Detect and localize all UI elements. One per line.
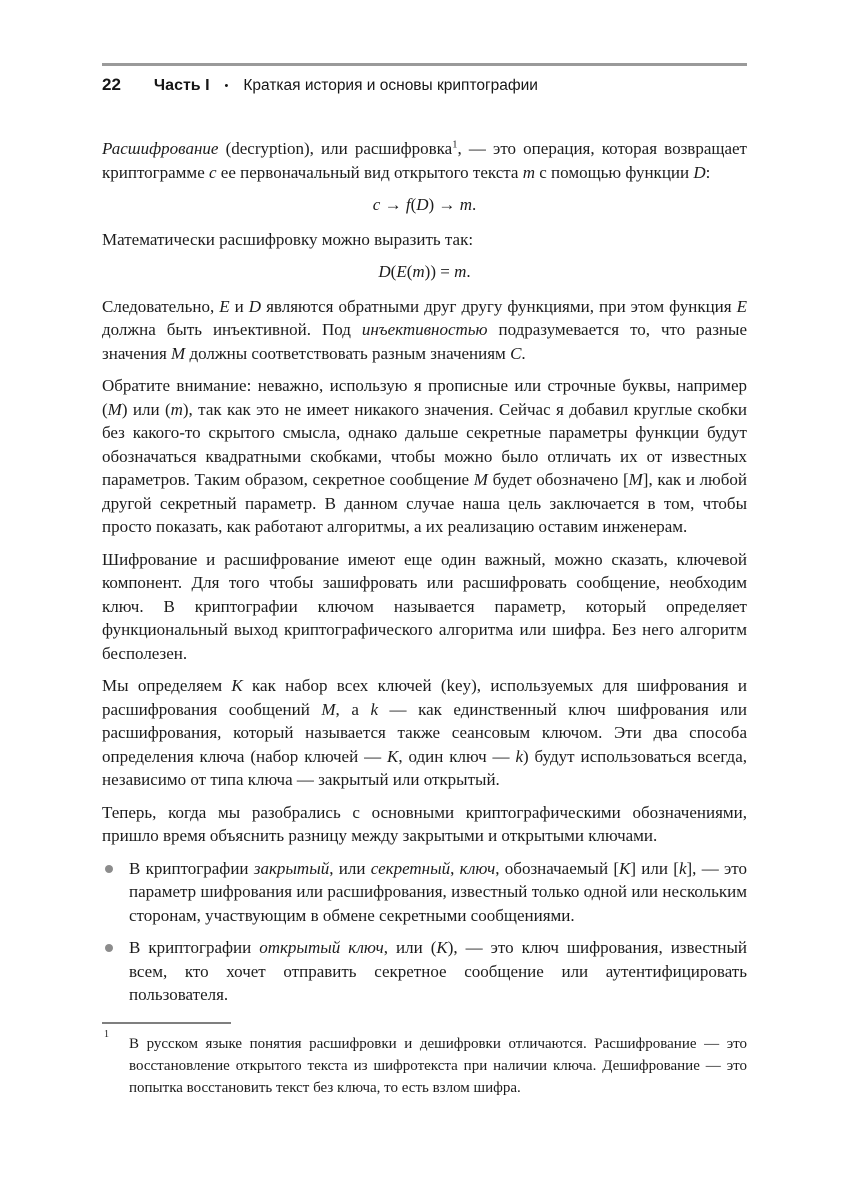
footnote-text: В русском языке понятия расшифровки и дешифровки отличаются. Расшифрование — это восстановление открытого текста из шифротекста при наличии ключа. Дешифрование — это попытка восстановить текст без ключа, то есть взлом шифра. (129, 1035, 747, 1096)
paragraph-bracket-notation: Обратите внимание: неважно, использую я прописные или строчные буквы, например (M) или (m), так как это не имеет никакого значения. Сейчас я добавил круглые скобки без какого-то скрытого смысла, однако дальше секретные параметры функции будут обозначаться квадратными скобками, чтобы можно было отличать их от известных параметров. Таким образом, секретное сообщение M будет обозначено [M], как и любой другой секретный параметр. В данном случае наша цель заключается в том, чтобы просто показать, как работают алгоритмы, а их реализацию оставим инженерам. (102, 376, 747, 536)
formula-inverse-identity: D(E(m)) = m. (378, 262, 471, 281)
footnote-divider (102, 1022, 231, 1024)
running-head (102, 63, 747, 95)
paragraph-decryption-definition: Расшифрование (decryption), или расшифровка$^1$, — это операция, которая возвращает криптограмме c ее первоначальный вид открытого текста m с помощью функции D: (102, 139, 747, 182)
part-label: Часть I (153, 77, 210, 94)
page-body (102, 137, 747, 1099)
list-item-public-key (102, 936, 747, 1007)
formula-decryption-mapping: c → f(D) → m. (372, 195, 477, 214)
header-bullet-separator: • (224, 80, 229, 92)
paragraph-math-intro: Математически расшифровку можно выразить так: (102, 229, 474, 249)
chapter-title: Краткая история и основы криптографии (243, 77, 538, 94)
paragraph-inverse-functions: Следовательно, E и D являются обратными друг другу функциями, при этом функция E должна быть инъективной. Под инъективностью подразумевается то, что разные значения M должны соответствовать разным значениям C. (102, 296, 747, 363)
text-column (102, 63, 747, 1099)
footnote (102, 1022, 747, 1099)
paragraph-key-component: Шифрование и расшифрование имеют еще один важный, можно сказать, ключевой компонент. Для того чтобы зашифровать или расшифровать сообщение, необходим ключ. В криптографии ключом называется параметр, который определяет функциональный выход криптографического алгоритма или шифра. Без него алгоритм бесполезен. (102, 549, 747, 663)
bullet-text: В криптографии открытый ключ, или (K), — это ключ шифрования, известный всем, кто хочет отправить секретное сообщение или аутентифицировать пользователя. (129, 938, 747, 1004)
bullet-icon (105, 865, 113, 873)
bullet-text: В криптографии закрытый, или секретный, ключ, обозначаемый [K] или [k], — это параметр шифрования или расшифрования, известный только одной или нескольким сторонам, участвующим в обмене секретными сообщениями. (129, 858, 747, 925)
list-item-private-key (102, 857, 747, 928)
paragraph-key-set-definition: Мы определяем K как набор всех ключей (key), используемых для шифрования и расшифрования сообщений M, а k — как единственный ключ шифрования или расшифрования, который называется также сеансовым ключом. Эти два способа определения ключа (набор ключей — K, один ключ — k) будут использоваться всегда, независимо от типа ключа — закрытый или открытый. (102, 676, 747, 789)
key-types-list (102, 857, 747, 1007)
bullet-icon (105, 944, 113, 952)
page-number: 22 (102, 75, 121, 94)
footnote-body: 1 В русском языке понятия расшифровки и дешифровки отличаются. Расшифрование — это восстановление открытого текста из шифротекста при наличии ключа. Дешифрование — это попытка восстановить текст без ключа, то есть взлом шифра. (104, 1028, 747, 1096)
paragraph-key-types-transition: Теперь, когда мы разобрались с основными криптографическими обозначениями, пришло время объяснить разницу между закрытыми и открытыми ключами. (102, 802, 747, 845)
